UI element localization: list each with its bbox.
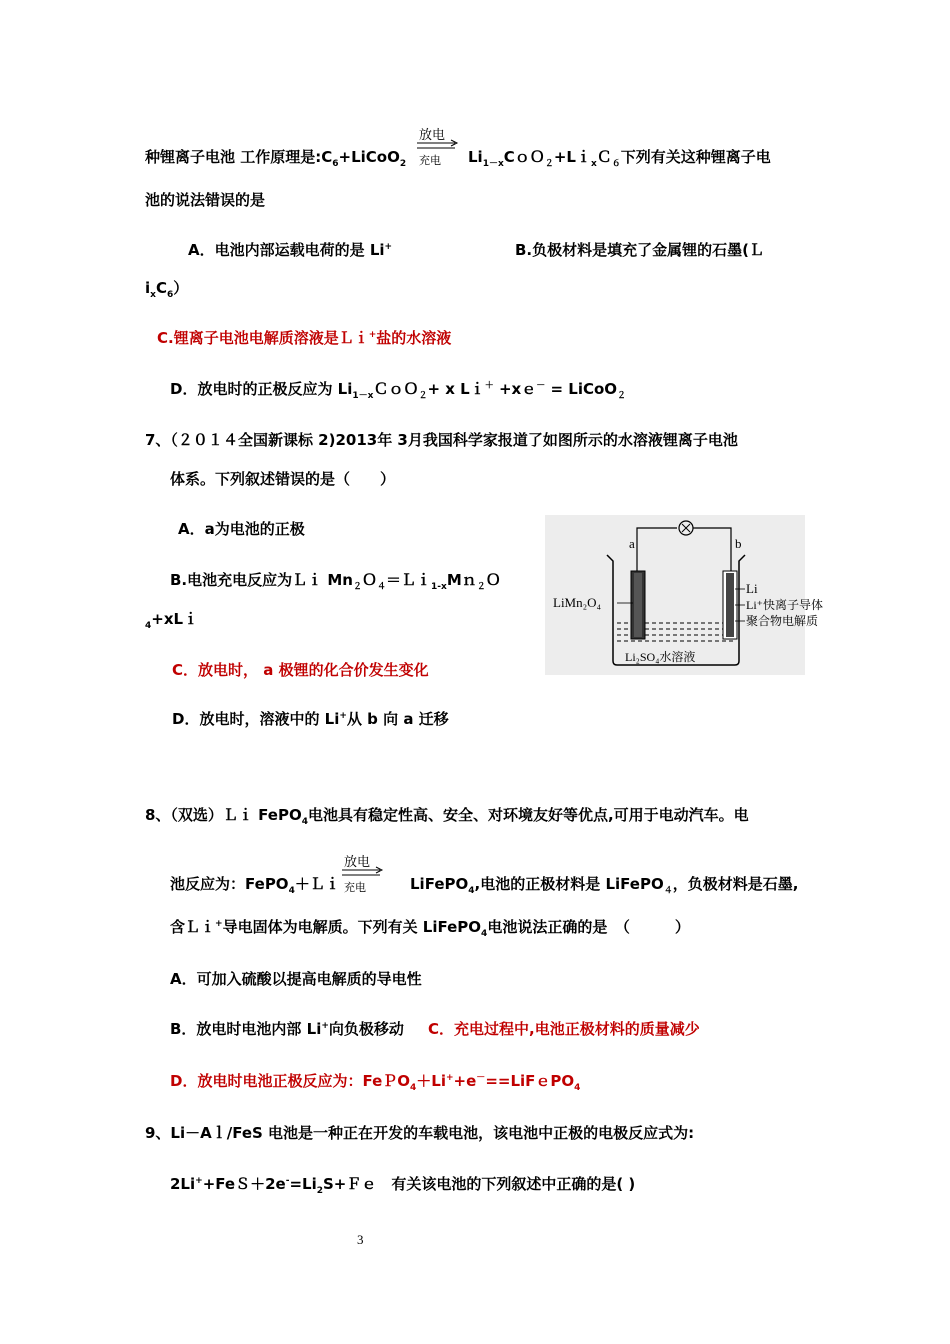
q7-option-b: B.电池充电反应为Ｌｉ $Mn_2O_4=Li_{1-x}Mn_2O$ bbox=[170, 571, 501, 592]
q7-option-c: C．放电时， a 极锂的化合价发生变化 bbox=[172, 661, 429, 679]
q7-stem-line1: 7、（２０１４全国新课标 2)2013年 3月我国科学家报道了如图所示的水溶液锂离子电池 bbox=[145, 431, 738, 449]
page-number: 3 bbox=[357, 1232, 364, 1247]
label-li-ion-conductor: Li⁺快离子导体 bbox=[746, 598, 823, 612]
label-limn2o4: LiMn₂O₄ bbox=[553, 595, 602, 610]
q8-option-b: B．放电时电池内部 Li+向负极移动 bbox=[170, 1020, 404, 1038]
q7-option-d: D．放电时，溶液中的 Li+从 b 向 a 迁移 bbox=[172, 710, 449, 728]
q8-stem-line2: 池反应为：FePO$_4$＋Ｌｉ bbox=[170, 875, 340, 896]
q8-stem-line1: 8、（双选）Ｌｉ FePO$_4$电池具有稳定性高、安全、对环境友好等优点,可用于电动汽车。电 bbox=[145, 806, 749, 827]
q6-stem-line1: 种锂离子电池 工作原理是$:C_6+LiCoO_2$ bbox=[145, 148, 407, 169]
q6-option-a: A．电池内部运载电荷的是 Li+ bbox=[188, 241, 393, 259]
q6-option-d: D．放电时的正极反应为 $Li_{1-x}CoO_2+ x$ Lｉ＋ +xｅ－ = LiCoO$_2$ bbox=[170, 380, 627, 401]
q6-option-b: B.负极材料是填充了金属锂的石墨(Ｌ bbox=[515, 241, 764, 259]
q7-stem-line2: 体系。下列叙述错误的是（ ） bbox=[170, 470, 396, 488]
q9-stem-line1: 9、Li－Aｌ/FeS 电池是一种正在开发的车载电池，该电池中正极的电极反应式为: bbox=[145, 1124, 695, 1142]
q8-stem-line3: 含Ｌｉ+导电固体为电解质。下列有关 LiFePO$_4$电池说法正确的是 （ ） bbox=[170, 918, 690, 939]
q6-stem-line1b: $Li_{1-x}CoO_2+Li_xC_6$下列有关这种锂离子电 bbox=[468, 148, 771, 169]
reaction-arrow-q8: 放电 充电 bbox=[340, 851, 390, 901]
reaction-arrow: 放电 充电 bbox=[415, 124, 465, 174]
q7-option-b-cont: $_4$+xLｉ bbox=[145, 610, 199, 631]
battery-diagram bbox=[545, 515, 823, 675]
q9-stem-line2: $2Li^++FeS+2e^-=Li_2S+Fe$ 有关该电池的下列叙述中正确的是( ) bbox=[170, 1175, 636, 1196]
q8-option-c: C．充电过程中,电池正极材料的质量减少 bbox=[428, 1020, 700, 1038]
label-li: Li bbox=[746, 581, 758, 596]
q8-option-d: D．放电时电池正极反应为：FeＰO$_4$＋Li++e－==LiFｅPO$_4$ bbox=[170, 1072, 581, 1093]
label-polymer-electrolyte: 聚合物电解质 bbox=[746, 614, 819, 628]
label-a: a bbox=[629, 536, 635, 551]
q6-option-b-cont: $i_xC_6$） bbox=[145, 279, 189, 300]
label-li2so4-solution: Li₂SO₄水溶液 bbox=[625, 650, 696, 664]
label-b: b bbox=[735, 536, 742, 551]
q6-option-c: C.锂离子电池电解质溶液是Ｌｉ+盐的水溶液 bbox=[157, 329, 452, 347]
q7-option-a: A．a为电池的正极 bbox=[178, 520, 305, 538]
q8-stem-line2b: LiFePO$_4$,电池的正极材料是 LiFePO$_4$，负极材料是石墨, bbox=[410, 875, 799, 896]
q8-option-a: A．可加入硫酸以提高电解质的导电性 bbox=[170, 970, 422, 988]
q6-stem-line2: 池的说法错误的是 bbox=[145, 191, 266, 209]
